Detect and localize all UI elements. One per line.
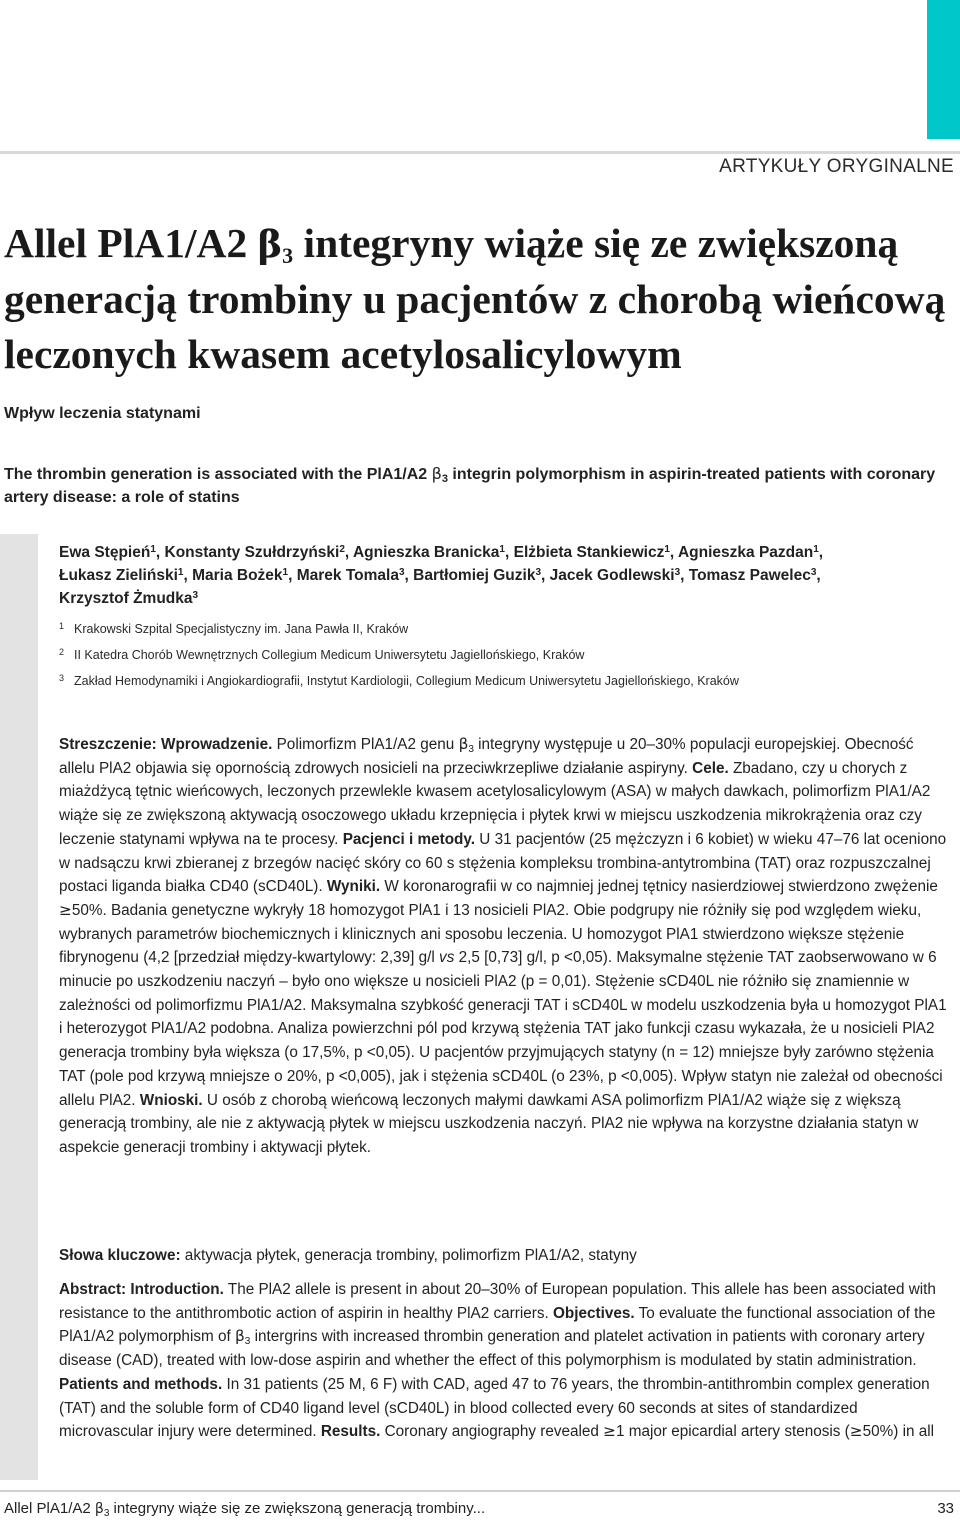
author: Ewa Stępień$^1$ [59,544,156,561]
section-label: ARTYKUŁY ORYGINALNE [719,156,954,177]
article-title-en [4,462,954,509]
results-label-en: Results. [320,1423,381,1441]
beta-symbol: β [458,735,469,753]
beta-subscript: 3 [441,473,448,485]
author: Łukasz Zieliński$^1$ [59,567,184,584]
header-rule [0,151,960,154]
beta-subscript: 3 [282,243,294,268]
keywords: Słowa kluczowe: aktywacja płytek, generacja trombiny, polimorfizm PlA1/A2, statyny [59,1247,637,1264]
author: Agnieszka Branicka$^1$ [352,544,505,561]
author: Agnieszka Pazdan$^1$ [677,544,819,561]
results-label: Wyniki. [326,878,381,896]
abstract-en: Abstract: Introduction. The PlA2 allele is present in about 20–30% of European population. This allele has been associated with resistance to the antithrombotic action of aspirin in healthy PlA2 carriers. Objectives. To evaluate the functional association of the PlA1/A2 polymorphism of β3 intergrins with increased thrombin generation and platelet activation in patients with coronary artery disease (CAD), treated with low-dose aspirin and whether the effect of this polymorphism is modulated by statin administration. Patients and methods. In 31 patients (25 M, 6 F) with CAD, aged 47 to 76 years, the thrombin-antithrombin complex generation (TAT) and the soluble form of CD40 ligand level (sCD40L) in blood collected every 60 seconds at sites of standardized microvascular injury were determined. Results. Coronary angiography revealed ≥1 major epicardial artery stenosis (≥50%) in all [59,1281,936,1441]
author: Elżbieta Stankiewicz$^1$ [513,544,670,561]
running-footer-title: Allel PlA1/A2 $\beta_3$ integryny wiąże się ze zwiększoną generacją trombiny... [4,1500,486,1519]
beta-symbol: β [257,222,283,266]
title-en-part2: integrin polymorphism in aspirin-treated patients with coronary artery disease: a role of statins [4,466,936,506]
footer-rule [0,1490,960,1492]
subtitle-pl: Wpływ leczenia statynami [4,405,201,422]
beta-symbol: β [94,1501,104,1517]
keywords-label: Słowa kluczowe: [59,1247,181,1264]
author: Bartłomiej Guzik$^3$ [413,567,542,584]
abstract-pl: Streszczenie: Wprowadzenie. Polimorfizm PlA1/A2 genu β3 integryny występuje u 20–30% populacji europejskiej. Obecność allelu PlA2 objawia się opornością zdrowych nosicieli na przeciwkrzepliwe działanie aspiryny. Cele. Zbadano, czy u chorych z miażdżycą tętnic wieńcowych, leczonych przewlekle kwasem acetylosalicylowym (ASA) w małych dawkach, polimorfizm PlA1/A2 wiąże się ze zwiększoną aktywacją osoczowego układu krzepnięcia i płytek krwi w miejscu uszkodzenia mikrokrążenia oraz czy leczenie statynami wpływa na te procesy. Pacjenci i metody. U 31 pacjentów (25 mężczyzn i 6 kobiet) w wieku 47–76 lat oceniono w nadsączu krwi zbieranej z brzegów nacięć skóry co 60 s stężenia kompleksu trombina-antytrombina (TAT) oraz rozpuszczalnej postaci liganda białka CD40 (sCD40L). Wyniki. W koronarografii w co najmniej jednej tętnicy nasierdziowej stwierdzono zwężenie ≥50%. Badania genetyczne wykryły 18 homozygot PlA1 i 13 nosicieli PlA2. Obie podgrupy nie różniły się pod względem wieku, wybranych parametrów biochemicznych i klinicznych ani sposobu leczenia. U homozygot PlA1 stwierdzono większe stężenie fibrynogenu (4,2 [przedział między-kwartylowy: 2,39] g/l vs 2,5 [0,73] g/l, p <0,05). Maksymalne stężenie TAT zaobserwowano w 6 minucie po uszkodzeniu naczyń – było ono większe u nosicieli PlA2 (p = 0,01). Stężenie sCD40L nie różniło się znamiennie w zależności od polimorfizmu PlA1/A2. Maksymalna szybkość generacji TAT i sCD40L w modelu uszkodzenia była u homozygot PlA1 i heterozygot PlA1/A2 podobna. Analiza powierzchni pól pod krzywą stężenia TAT jako funkcji czasu wykazała, że u nosicieli PlA2 generacja trombiny była większa (o 17,5%, p <0,05). U pacjentów przyjmujących statyny (n = 12) mniejsze były zarówno stężenia TAT (pole pod krzywą mniejsze o 20%, p <0,005), jak i stężenia sCD40L (o 23%, p <0,005). Wpływ statyn nie zależał od obecności allelu PlA2. Wnioski. U osób z chorobą wieńcową leczonych małymi dawkami ASA polimorfizm PlA1/A2 wiąże się z większą generacją trombiny, ale nie z aktywacją płytek w miejscu uszkodzenia naczyń. PlA2 nie wpływa na korzystne działania statyn w aspekcie generacji trombiny i aktywacji płytek. [59,735,947,1156]
left-side-bar [0,534,38,1480]
author: Maria Bożek$^1$ [192,567,289,584]
patients-methods-label: Patients and methods. [59,1375,223,1393]
objectives-label: Objectives. [553,1304,635,1322]
page-number: 33 [937,1500,954,1517]
beta-symbol: β [235,1327,245,1346]
affiliation: $^3$ Zakład Hemodynamiki i Angiokardiografii, Instytut Kardiologii, Collegium Medicum Uniwersytetu Jagiellońskiego, Kraków [59,673,739,688]
conclusions-label: Wnioski. [139,1091,203,1109]
author: Marek Tomala$^3$ [296,567,405,584]
author: Tomasz Pawelec$^3$ [688,567,817,584]
author: Konstanty Szułdrzyński$^2$ [164,544,345,561]
methods-label: Pacjenci i metody. [342,830,476,848]
abstract-pl-label: Streszczenie: Wprowadzenie. [59,736,273,753]
affiliation-list [59,617,949,695]
article-title-pl [4,216,954,382]
abstract-en-label: Abstract: Introduction. [59,1281,224,1298]
affiliation: $^1$ Krakowski Szpital Specjalistyczny im. Jana Pawła II, Kraków [59,621,409,636]
author: Krzysztof Żmudka$^3$ [59,590,199,607]
corner-color-block [927,0,960,139]
aims-label: Cele. [692,759,729,777]
author-list: Ewa Stępień$^1$, Konstanty Szułdrzyński$^2$, Agnieszka Branicka$^1$, Elżbieta Stankiewicz$^1$, Agnieszka Pazdan$^1$, Łukasz Zieliński$^1$, Maria Bożek$^1$, Marek Tomala$^3$, Bartłomiej Guzik$^3$, Jacek Godlewski$^3$, Tomasz Pawelec$^3$, Krzysztof Żmudka$^3$ [59,544,824,607]
affiliation: $^2$ II Katedra Chorób Wewnętrznych Collegium Medicum Uniwersytetu Jagiellońskiego, Kraków [59,647,585,662]
title-part1: Allel PlA1/A2 [4,220,258,266]
author: Jacek Godlewski$^3$ [549,567,681,584]
title-part2: integryny wiąże się ze zwiększoną generacją trombiny u pacjentów z chorobą wieńcową leczonych kwasem acetylosalicylowym [4,220,946,377]
title-en-part1: The thrombin generation is associated with the PlA1/A2 [4,466,432,483]
beta-symbol: β [431,464,442,483]
